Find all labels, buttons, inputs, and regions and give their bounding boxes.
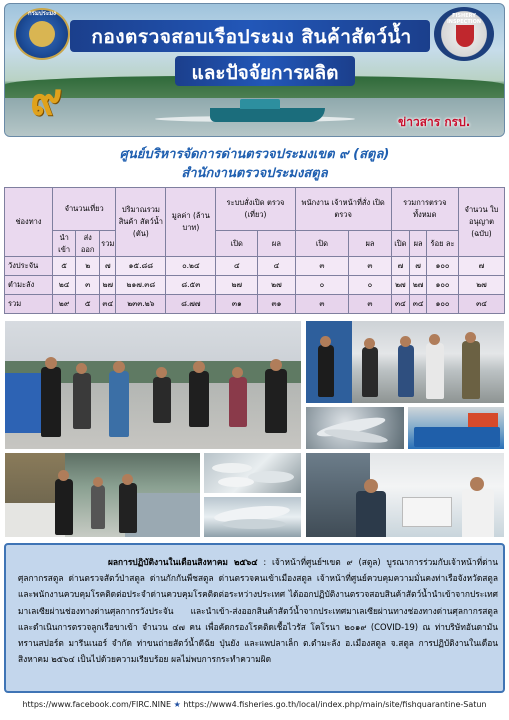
col-header-channel: ช่องทาง	[5, 188, 53, 257]
col-header-total-check: รวมการตรวจทั้งหมด	[391, 188, 458, 231]
subheader-import: นำเข้า	[53, 231, 76, 257]
cell-total-open: ๓๔	[391, 295, 410, 314]
cell-import: ๕	[53, 257, 76, 276]
subheader-officer-open: เปิด	[295, 231, 349, 257]
cell-officer-open: ๓	[295, 295, 349, 314]
cell-total-result: ๗	[410, 257, 427, 276]
row-channel: รวม	[5, 295, 53, 314]
photo-port-checkpoint	[4, 452, 201, 538]
cell-vms-open: ๒๗	[216, 276, 258, 295]
photo-officers-at-pier	[4, 320, 302, 450]
facebook-link[interactable]: https://www.facebook.com/FIRC.NINE	[22, 700, 172, 709]
table-row	[5, 257, 505, 276]
photo-fish-sample	[203, 452, 302, 494]
page-title-line1: กองตรวจสอบเรือประมง สินค้าสัตว์น้ำ	[91, 26, 412, 48]
row-channel: วังประจัน	[5, 257, 53, 276]
right-logo-text: FISHERY INSPECTION	[446, 13, 482, 25]
department-of-fisheries-logo	[14, 8, 70, 60]
subheader-percent: ร้อย ละ	[427, 231, 459, 257]
cell-percent: ๑๐๐	[427, 276, 459, 295]
subheader-sum: รวม	[100, 231, 116, 257]
zone-number-mark: ๙	[30, 74, 63, 125]
cell-volume: ๒๑๗.๓๘	[116, 276, 166, 295]
cell-sum: ๒๗	[100, 276, 116, 295]
photo-fish-on-ice	[203, 496, 302, 538]
subheader-officer-result: ผล	[349, 231, 391, 257]
row-channel: ตำมะลัง	[5, 276, 53, 295]
office-name: สำนักงานตรวจประมงสตูล	[181, 166, 328, 181]
subheader-vms-open: เปิด	[216, 231, 258, 257]
col-header-licenses: จำนวน ใบอนุญาต (ฉบับ)	[459, 188, 505, 257]
left-logo-text: กรมประมง	[28, 10, 56, 17]
website-link[interactable]: https://www4.fisheries.go.th/local/index.php/main/site/fishquarantine-Satun	[183, 700, 487, 709]
cell-vms-open: ๔	[216, 257, 258, 276]
cell-licenses: ๓๔	[459, 295, 505, 314]
newsletter-label: ข่าวสาร กรป.	[398, 115, 471, 129]
report-heading: ผลการปฏิบัติงานในเดือนสิงหาคม ๒๕๖๔	[108, 557, 258, 567]
cell-vms-result: ๔	[258, 257, 295, 276]
subheader-vms-result: ผล	[258, 231, 295, 257]
col-header-officer: พนักงาน เจ้าหน้าที่สั่ง เปิดตรวจ	[295, 188, 391, 231]
col-header-volume: ปริมาณรวม สินค้า สัตว์น้ำ (ตัน)	[116, 188, 166, 257]
cell-licenses: ๗	[459, 257, 505, 276]
photo-fish-catch	[305, 406, 405, 450]
cell-import: ๒๔	[53, 276, 76, 295]
cell-value: ๘.๕๓	[166, 276, 216, 295]
subheader-export: ส่งออก	[76, 231, 100, 257]
cell-export: ๕	[76, 295, 100, 314]
col-header-value: มูลค่า (ล้านบาท)	[166, 188, 216, 257]
cell-percent: ๑๐๐	[427, 257, 459, 276]
cell-sum: ๗	[100, 257, 116, 276]
page-title-line2: และปัจจัยการผลิต	[191, 62, 339, 84]
cell-total-open: ๒๗	[391, 276, 410, 295]
photo-document-check	[305, 452, 505, 538]
cell-vms-result: ๒๗	[258, 276, 295, 295]
cell-officer-result: ๓	[349, 257, 391, 276]
cell-officer-result: ๓	[349, 295, 391, 314]
subheader-total-result: ผล	[410, 231, 427, 257]
star-icon: ★	[173, 700, 181, 709]
cell-volume: ๒๓๓.๒๖	[116, 295, 166, 314]
cell-total-result: ๓๔	[410, 295, 427, 314]
subheader-total-open: เปิด	[391, 231, 410, 257]
cell-vms-result: ๓๑	[258, 295, 295, 314]
center-name: ศูนย์บริหารจัดการด่านตรวจประมงเขต ๙ (สตูล)	[119, 147, 390, 162]
cell-volume: ๑๕.๘๘	[116, 257, 166, 276]
report-body: : เจ้าหน้าที่ศูนย์ฯเขต ๙ (สตูล) บูรณาการร่วมกับเจ้าหน้าที่ด่านศุลกากรสตูล ด่านตรวจสัตว์ป่าสตูล ด่านกักกันพืชสตูล ด่านตรวจคนเข้าเมืองสตูล เจ้าหน้าที่ศูนย์ควบคุมความมั่นคงท่าเรือจังหวัดสตูล และพนักงานควบคุมโรคติดต่อประจำด่านควบคุมโรคติดต่อระหว่างประเทศ ได้ออกปฏิบัติงานตรวจสอบสินค้าสัตว์น้ำนำเข้าจากประเทศมาเลเซียผ่านช่องทางด่านศุลกากรวังประจัน และนำเข้า-ส่งออกสินค้าสัตว์น้ำจากประเทศมาเลเซียผ่านทางช่องทางด่านศุลกากรสตูล และดำเนินการตรวจลูกเรือขาเข้า จำนวน ๔๗ คน เพื่อคัดกรองโรคติดเชื้อไวรัส โคโรนา ๒๐๑๙ (COVID-19) ณ ท่าบริษัทอันดามัน ทรานสปอร์ต มารีนเนอร์ จำกัด ท่าขนถ่ายสัตว์น้ำดีฉัย ปุ่นยัง และแพปลาเล็ก ต.ตำมะลัง อ.เมืองสตูล จ.สตูล การปฏิบัติงานในเดือนสิงหาคม ๒๕๖๔ เป็นไปด้วยความเรียบร้อย ผลไม่พบการกระทำความผิด	[18, 557, 498, 665]
cell-total-open: ๗	[391, 257, 410, 276]
cell-sum: ๓๔	[100, 295, 116, 314]
patrol-boat-image	[210, 108, 325, 122]
photo-fish-boxes	[407, 406, 505, 450]
cell-licenses: ๒๗	[459, 276, 505, 295]
cell-officer-open: ๐	[295, 276, 349, 295]
cell-export: ๒	[76, 257, 100, 276]
fishery-inspection-logo	[434, 7, 494, 61]
cell-officer-result: ๐	[349, 276, 391, 295]
col-header-trips: จำนวนเที่ยว	[53, 188, 116, 231]
monthly-report-box	[4, 543, 505, 693]
cell-import: ๒๙	[53, 295, 76, 314]
cell-value: ๘.๗๗	[166, 295, 216, 314]
report-paragraph	[18, 554, 498, 667]
footer-links	[0, 700, 509, 709]
inspection-stats-table	[4, 187, 505, 314]
cell-percent: ๑๐๐	[427, 295, 459, 314]
table-row-total	[5, 295, 505, 314]
cell-value: ๐.๒๔	[166, 257, 216, 276]
col-header-vms: ระบบสั่งเปิด ตรวจ (เที่ยว)	[216, 188, 295, 231]
photo-inspection-team	[305, 320, 505, 404]
cell-export: ๓	[76, 276, 100, 295]
cell-total-result: ๒๗	[410, 276, 427, 295]
cell-vms-open: ๓๑	[216, 295, 258, 314]
table-row	[5, 276, 505, 295]
cell-officer-open: ๓	[295, 257, 349, 276]
